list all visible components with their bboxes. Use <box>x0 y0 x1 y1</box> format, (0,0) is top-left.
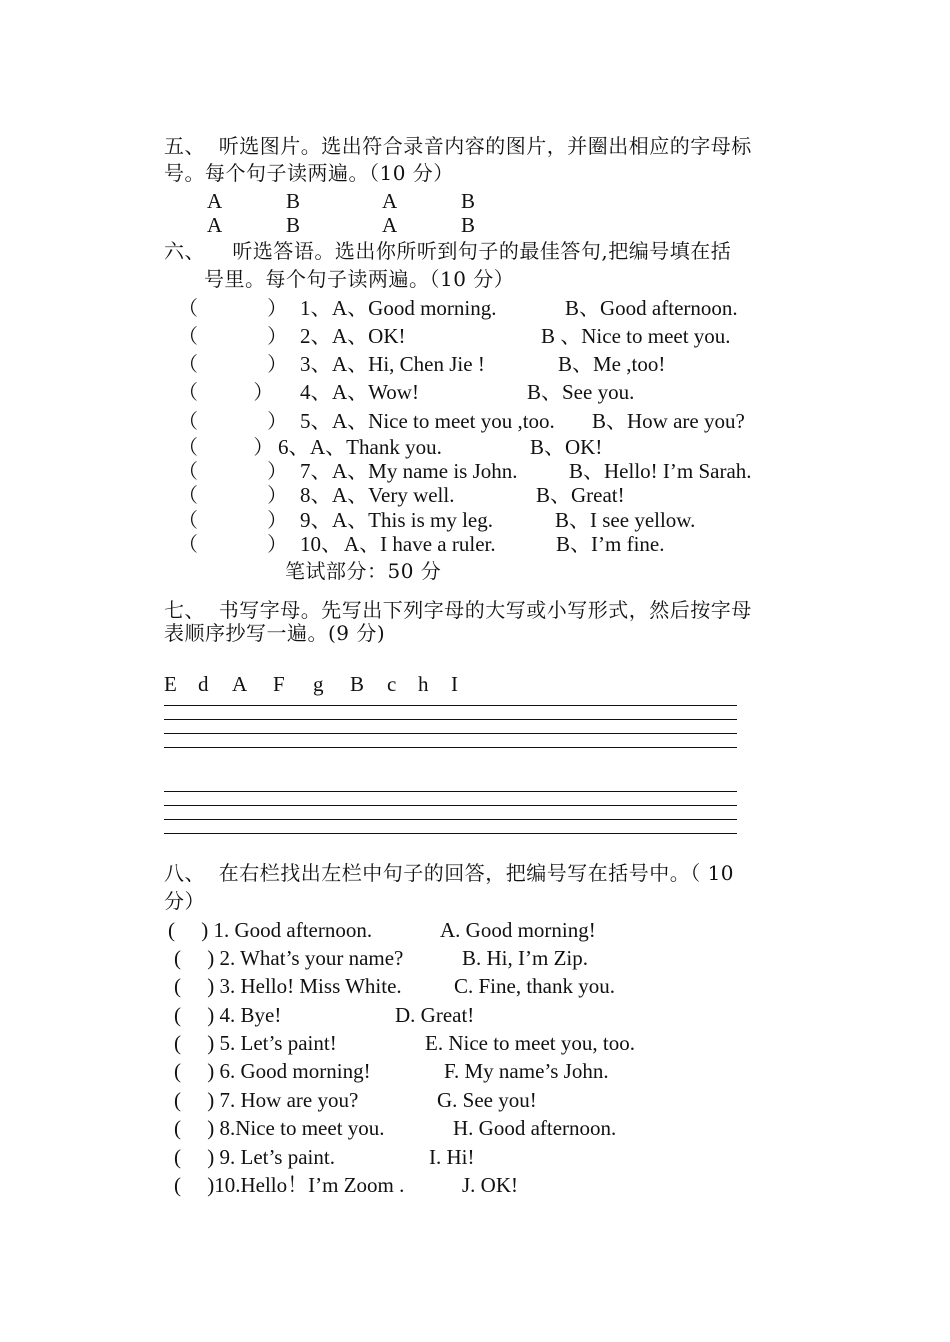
option-a: A、Very well. <box>332 483 455 507</box>
left-sentence[interactable]: ( ) 5. Let’s paint! <box>174 1031 337 1055</box>
item-number: 3、 <box>300 352 332 376</box>
option-b: B、Great! <box>536 483 625 507</box>
right-answer: B. Hi, I’m Zip. <box>462 946 588 970</box>
item-number: 7、 <box>300 459 332 483</box>
option-a: A、Hi, Chen Jie ! <box>332 352 485 376</box>
option-letter: B <box>286 213 301 237</box>
section6-instruction-line2: 号里。每个句子读两遍。（10 分） <box>204 267 515 291</box>
section5-instruction-line2: 号。每个句子读两遍。（10 分） <box>164 161 454 185</box>
letter-prompt: c <box>387 672 397 696</box>
option-letter: A <box>207 189 223 213</box>
letter-prompt: d <box>198 672 209 696</box>
option-b: B、How are you? <box>592 409 745 433</box>
left-sentence[interactable]: ( ) 6. Good morning! <box>174 1059 371 1083</box>
letter-prompt: h <box>418 672 429 696</box>
writing-line <box>164 747 737 748</box>
writing-line <box>164 805 737 806</box>
writing-line <box>164 733 737 734</box>
answer-paren[interactable]: （ ） <box>178 483 288 507</box>
option-b: B、I see yellow. <box>555 508 696 532</box>
option-a: A、This is my leg. <box>332 508 493 532</box>
letter-prompt: F <box>273 672 285 696</box>
section5-instruction-line1: 五、 听选图片。选出符合录音内容的图片，并圈出相应的字母标 <box>164 134 752 158</box>
letter-prompt: A <box>232 672 248 696</box>
right-answer: J. OK! <box>462 1173 518 1197</box>
option-a: A、Wow! <box>332 380 419 404</box>
answer-paren[interactable]: （ ） <box>178 459 288 483</box>
option-a: A、Nice to meet you ,too. <box>332 409 555 433</box>
right-answer: I. Hi! <box>429 1145 475 1169</box>
written-part-heading: 笔试部分：50 分 <box>285 559 442 583</box>
left-sentence[interactable]: ( ) 4. Bye! <box>174 1003 282 1027</box>
writing-line <box>164 833 737 834</box>
option-a: A、Thank you. <box>310 435 442 459</box>
option-a: A、My name is John. <box>332 459 518 483</box>
right-answer: A. Good morning! <box>440 918 596 942</box>
right-answer: G. See you! <box>437 1088 537 1112</box>
section7-instruction-line2: 表顺序抄写一遍。(9 分) <box>164 621 386 645</box>
answer-paren[interactable]: （ ） <box>178 508 288 532</box>
right-answer: E. Nice to meet you, too. <box>425 1031 635 1055</box>
section8-instruction-line2: 分） <box>164 889 205 913</box>
writing-line <box>164 719 737 720</box>
writing-line <box>164 705 737 706</box>
answer-paren[interactable]: （ ） <box>178 435 274 459</box>
letter-prompt: E <box>164 672 177 696</box>
letter-prompt: I <box>451 672 458 696</box>
option-b: B、Me ,too! <box>558 352 666 376</box>
left-sentence[interactable]: ( )10.Hello！I’m Zoom . <box>174 1173 405 1197</box>
item-number: 4、 <box>300 380 332 404</box>
answer-paren[interactable]: （ ） <box>178 324 288 348</box>
item-number: 10、 <box>300 532 342 556</box>
section6-instruction-line1: 六、 听选答语。选出你所听到句子的最佳答句,把编号填在括 <box>164 239 732 263</box>
right-answer: C. Fine, thank you. <box>454 974 615 998</box>
option-a: A、OK! <box>332 324 406 348</box>
left-sentence[interactable]: ( ) 1. Good afternoon. <box>168 918 373 942</box>
letter-prompt: B <box>350 672 365 696</box>
item-number: 9、 <box>300 508 332 532</box>
item-number: 6、 <box>278 435 310 459</box>
right-answer: H. Good afternoon. <box>453 1116 617 1140</box>
option-letter: A <box>382 189 398 213</box>
option-b: B、I’m fine. <box>556 532 665 556</box>
answer-paren[interactable]: （ ） <box>178 380 274 404</box>
left-sentence[interactable]: ( ) 2. What’s your name? <box>174 946 404 970</box>
item-number: 1、 <box>300 296 332 320</box>
left-sentence[interactable]: ( ) 3. Hello! Miss White. <box>174 974 402 998</box>
option-b: B、See you. <box>527 380 635 404</box>
left-sentence[interactable]: ( ) 8.Nice to meet you. <box>174 1116 385 1140</box>
right-answer: F. My name’s John. <box>444 1059 609 1083</box>
option-a: A、Good morning. <box>332 296 497 320</box>
answer-paren[interactable]: （ ） <box>178 296 288 320</box>
writing-line <box>164 819 737 820</box>
option-b: B、Hello! I’m Sarah. <box>569 459 752 483</box>
item-number: 2、 <box>300 324 332 348</box>
writing-line <box>164 791 737 792</box>
left-sentence[interactable]: ( ) 9. Let’s paint. <box>174 1145 335 1169</box>
option-b: B、Good afternoon. <box>565 296 738 320</box>
option-a: A、I have a ruler. <box>344 532 496 556</box>
option-letter: A <box>207 213 223 237</box>
option-b: B、OK! <box>530 435 603 459</box>
letter-prompt: g <box>313 672 324 696</box>
item-number: 8、 <box>300 483 332 507</box>
option-letter: A <box>382 213 398 237</box>
answer-paren[interactable]: （ ） <box>178 532 288 556</box>
answer-paren[interactable]: （ ） <box>178 352 288 376</box>
option-letter: B <box>461 189 476 213</box>
left-sentence[interactable]: ( ) 7. How are you? <box>174 1088 359 1112</box>
right-answer: D. Great! <box>395 1003 475 1027</box>
section8-instruction-line1: 八、 在右栏找出左栏中句子的回答，把编号写在括号中。（ 10 <box>164 861 735 885</box>
option-letter: B <box>286 189 301 213</box>
answer-paren[interactable]: （ ） <box>178 409 288 433</box>
option-b: B 、Nice to meet you. <box>541 324 731 348</box>
section7-instruction-line1: 七、 书写字母。先写出下列字母的大写或小写形式，然后按字母 <box>164 598 752 622</box>
option-letter: B <box>461 213 476 237</box>
item-number: 5、 <box>300 409 332 433</box>
